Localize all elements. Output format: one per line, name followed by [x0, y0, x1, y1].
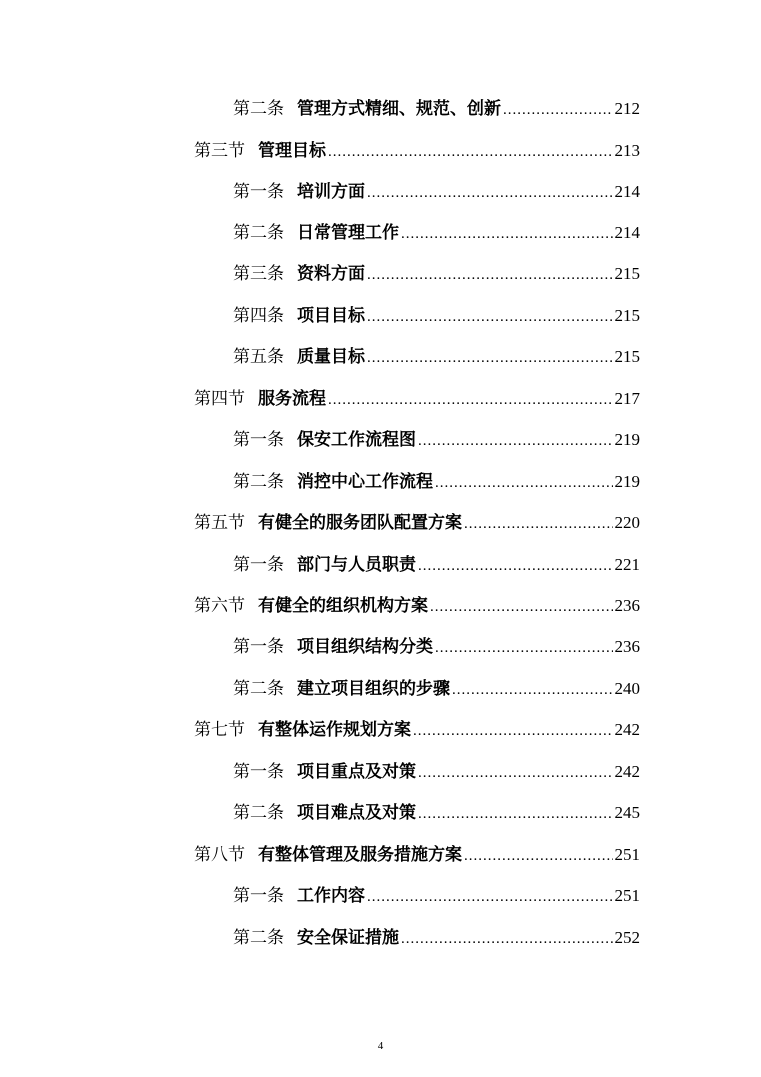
toc-entry-title: 建立项目组织的步骤	[297, 679, 450, 699]
toc-dot-leader	[430, 596, 613, 618]
toc-entry	[194, 388, 640, 411]
toc-entry	[233, 885, 640, 908]
toc-entry-label: 第三条	[233, 264, 284, 284]
toc-dot-leader	[464, 513, 613, 535]
toc-entry-page: 214	[614, 223, 640, 242]
toc-entry-title: 管理方式精细、规范、创新	[297, 99, 501, 119]
toc-entry	[233, 471, 640, 494]
toc-entry-page: 215	[614, 347, 640, 366]
toc-entry	[233, 305, 640, 328]
toc-dot-leader	[328, 389, 613, 411]
toc-dot-leader	[418, 555, 613, 577]
toc-dot-leader	[435, 472, 613, 494]
toc-entry-label: 第六节	[194, 596, 245, 616]
toc-entry	[194, 512, 640, 535]
toc-dot-leader	[367, 886, 613, 908]
toc-dot-leader	[367, 182, 613, 204]
toc-entry-title: 项目重点及对策	[297, 762, 416, 782]
toc-entry	[194, 844, 640, 867]
toc-dot-leader	[452, 679, 613, 701]
toc-entry	[194, 140, 640, 163]
toc-entry-label: 第一条	[233, 637, 284, 657]
toc-entry-title: 项目难点及对策	[297, 803, 416, 823]
toc-entry	[233, 927, 640, 950]
toc-entry-label: 第八节	[194, 845, 245, 865]
toc-entry-title: 有健全的组织机构方案	[258, 596, 428, 616]
toc-entry-label: 第二条	[233, 928, 284, 948]
toc-entry-title: 消控中心工作流程	[297, 472, 433, 492]
toc-dot-leader	[328, 141, 613, 163]
toc-entry-label: 第一条	[233, 555, 284, 575]
toc-entry-label: 第二条	[233, 679, 284, 699]
toc-entry-page: 215	[614, 306, 640, 325]
toc-entry-title: 有整体管理及服务措施方案	[258, 845, 462, 865]
toc-entry-page: 214	[614, 182, 640, 201]
toc-entry	[233, 636, 640, 659]
toc-dot-leader	[401, 223, 613, 245]
toc-entry	[233, 98, 640, 121]
toc-entry-page: 252	[614, 928, 640, 947]
toc-entry-title: 部门与人员职责	[297, 555, 416, 575]
toc-entry-page: 251	[614, 886, 640, 905]
toc-entry-page: 212	[614, 99, 640, 118]
toc-entry-label: 第七节	[194, 720, 245, 740]
toc-entry-page: 215	[614, 264, 640, 283]
toc-entry-page: 242	[614, 762, 640, 781]
toc-dot-leader	[418, 430, 613, 452]
toc-entry-title: 安全保证措施	[297, 928, 399, 948]
toc-entry-page: 242	[614, 720, 640, 739]
toc-entry-label: 第二条	[233, 223, 284, 243]
toc-entry	[194, 719, 640, 742]
toc-entry-page: 219	[614, 430, 640, 449]
toc-entry-page: 251	[614, 845, 640, 864]
toc-entry-title: 有健全的服务团队配置方案	[258, 513, 462, 533]
toc-entry-label: 第二条	[233, 803, 284, 823]
toc-entry	[233, 429, 640, 452]
toc-dot-leader	[503, 99, 613, 121]
toc-entry-title: 服务流程	[258, 389, 326, 409]
toc-entry	[233, 346, 640, 369]
toc-entry	[233, 181, 640, 204]
toc-entry-page: 213	[614, 141, 640, 160]
toc-dot-leader	[418, 803, 613, 825]
toc-entry-label: 第二条	[233, 472, 284, 492]
toc-entry-title: 保安工作流程图	[297, 430, 416, 450]
toc-entry-page: 219	[614, 472, 640, 491]
toc-entry-label: 第二条	[233, 99, 284, 119]
toc-entry-page: 236	[614, 596, 640, 615]
toc-entry-page: 217	[614, 389, 640, 408]
toc-entry-label: 第一条	[233, 762, 284, 782]
toc-dot-leader	[367, 306, 613, 328]
toc-dot-leader	[464, 845, 613, 867]
toc-dot-leader	[435, 637, 613, 659]
toc-entry	[233, 802, 640, 825]
toc-entry-label: 第一条	[233, 430, 284, 450]
toc-entry	[233, 222, 640, 245]
toc-entry-label: 第四条	[233, 306, 284, 326]
toc-entry	[194, 595, 640, 618]
toc-entry-title: 培训方面	[297, 182, 365, 202]
toc-entry	[233, 263, 640, 286]
toc-entry-title: 项目组织结构分类	[297, 637, 433, 657]
toc-entry-title: 日常管理工作	[297, 223, 399, 243]
toc-entry-title: 资料方面	[297, 264, 365, 284]
toc-entry-title: 工作内容	[297, 886, 365, 906]
toc-entry-page: 245	[614, 803, 640, 822]
toc-dot-leader	[418, 762, 613, 784]
toc-dot-leader	[367, 264, 613, 286]
toc-entry-title: 质量目标	[297, 347, 365, 367]
toc-dot-leader	[413, 720, 613, 742]
toc-entry-label: 第四节	[194, 389, 245, 409]
toc-entry-label: 第一条	[233, 182, 284, 202]
toc-entry-page: 220	[614, 513, 640, 532]
toc-entry	[233, 678, 640, 701]
toc-entry-page: 236	[614, 637, 640, 656]
toc-entry-label: 第一条	[233, 886, 284, 906]
toc-entry-title: 管理目标	[258, 141, 326, 161]
toc-entry-label: 第五条	[233, 347, 284, 367]
toc-entry-page: 221	[614, 555, 640, 574]
toc-entry-title: 有整体运作规划方案	[258, 720, 411, 740]
toc-dot-leader	[367, 347, 613, 369]
toc-entry-title: 项目目标	[297, 306, 365, 326]
toc-entry-label: 第五节	[194, 513, 245, 533]
toc-entry-label: 第三节	[194, 141, 245, 161]
toc-dot-leader	[401, 928, 613, 950]
toc-entry	[233, 761, 640, 784]
page-number: 4	[377, 1040, 384, 1052]
toc-entry-page: 240	[614, 679, 640, 698]
toc-entry	[233, 554, 640, 577]
